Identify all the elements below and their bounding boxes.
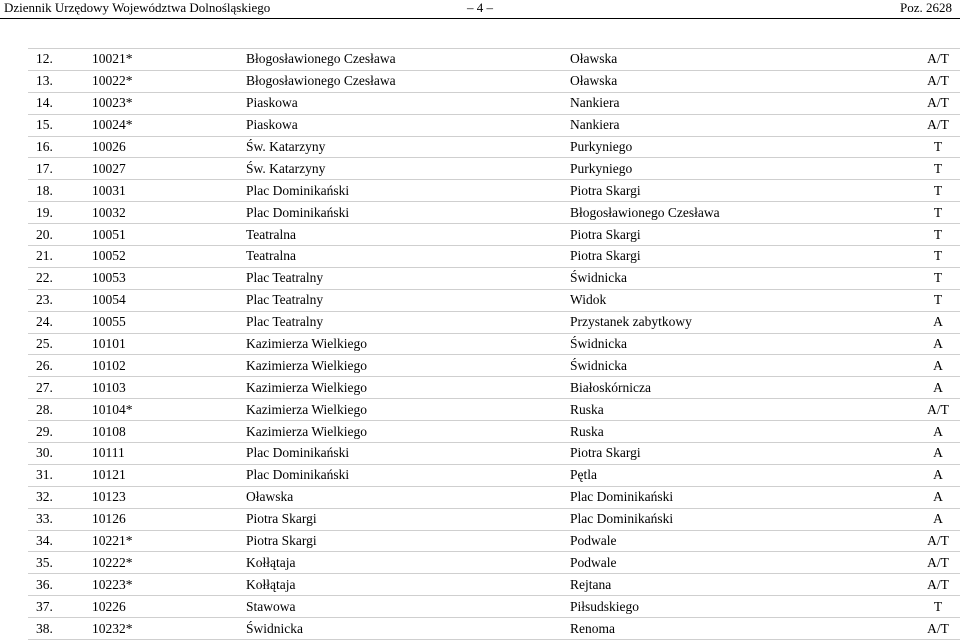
stop-type: A: [908, 377, 960, 399]
table-row: [28, 224, 960, 246]
street-name: Kazimierza Wielkiego: [246, 377, 570, 399]
table-row: [28, 618, 960, 640]
row-number: 26.: [28, 355, 92, 377]
direction: Podwale: [570, 530, 908, 552]
table-row: [28, 333, 960, 355]
stop-code: 10052: [92, 246, 246, 268]
table-row: [28, 596, 960, 618]
stop-type: A/T: [908, 574, 960, 596]
table-row: [28, 180, 960, 202]
direction: Białoskórnicza: [570, 377, 908, 399]
stop-type: T: [908, 224, 960, 246]
direction: Piotra Skargi: [570, 246, 908, 268]
stop-code: 10226: [92, 596, 246, 618]
street-name: Plac Dominikański: [246, 443, 570, 465]
row-number: 29.: [28, 421, 92, 443]
stop-code: 10123: [92, 486, 246, 508]
street-name: Plac Dominikański: [246, 180, 570, 202]
table-row: [28, 530, 960, 552]
row-number: 17.: [28, 158, 92, 180]
row-number: 13.: [28, 70, 92, 92]
stop-type: A/T: [908, 70, 960, 92]
table-row: [28, 70, 960, 92]
stop-code: 10054: [92, 289, 246, 311]
stop-code: 10223*: [92, 574, 246, 596]
stop-type: T: [908, 267, 960, 289]
table-row: [28, 486, 960, 508]
street-name: Teatralna: [246, 246, 570, 268]
stop-code: 10053: [92, 267, 246, 289]
stop-type: T: [908, 136, 960, 158]
table-row: [28, 574, 960, 596]
page-header: [0, 0, 960, 22]
table-row: [28, 246, 960, 268]
stop-code: 10032: [92, 202, 246, 224]
stop-code: 10055: [92, 311, 246, 333]
row-number: 36.: [28, 574, 92, 596]
street-name: Plac Dominikański: [246, 202, 570, 224]
direction: Świdnicka: [570, 355, 908, 377]
street-name: Kazimierza Wielkiego: [246, 355, 570, 377]
direction: Przystanek zabytkowy: [570, 311, 908, 333]
direction: Purkyniego: [570, 136, 908, 158]
stop-type: A: [908, 421, 960, 443]
street-name: Stawowa: [246, 596, 570, 618]
street-name: Teatralna: [246, 224, 570, 246]
row-number: 19.: [28, 202, 92, 224]
row-number: 18.: [28, 180, 92, 202]
position-number: Poz. 2628: [900, 0, 952, 15]
stop-type: A/T: [908, 114, 960, 136]
stop-code: 10021*: [92, 49, 246, 71]
direction: Rejtana: [570, 574, 908, 596]
street-name: Świdnicka: [246, 618, 570, 640]
stop-type: A/T: [908, 49, 960, 71]
stop-type: T: [908, 202, 960, 224]
street-name: Kołłątaja: [246, 574, 570, 596]
stop-type: A/T: [908, 399, 960, 421]
stop-code: 10126: [92, 508, 246, 530]
stop-type: A/T: [908, 552, 960, 574]
stop-code: 10022*: [92, 70, 246, 92]
direction: Plac Dominikański: [570, 486, 908, 508]
direction: Piotra Skargi: [570, 180, 908, 202]
stop-type: T: [908, 246, 960, 268]
row-number: 15.: [28, 114, 92, 136]
stop-code: 10102: [92, 355, 246, 377]
stop-type: A/T: [908, 92, 960, 114]
stop-code: 10024*: [92, 114, 246, 136]
direction: Oławska: [570, 49, 908, 71]
street-name: Kazimierza Wielkiego: [246, 333, 570, 355]
table-row: [28, 399, 960, 421]
stop-code: 10026: [92, 136, 246, 158]
row-number: 16.: [28, 136, 92, 158]
stop-type: T: [908, 158, 960, 180]
direction: Plac Dominikański: [570, 508, 908, 530]
street-name: Kazimierza Wielkiego: [246, 399, 570, 421]
stop-type: A: [908, 486, 960, 508]
direction: Ruska: [570, 421, 908, 443]
street-name: Kazimierza Wielkiego: [246, 421, 570, 443]
table-row: [28, 49, 960, 71]
stop-code: 10103: [92, 377, 246, 399]
stop-type: A: [908, 443, 960, 465]
stop-type: A: [908, 508, 960, 530]
row-number: 38.: [28, 618, 92, 640]
stop-type: A: [908, 355, 960, 377]
row-number: 21.: [28, 246, 92, 268]
direction: Piotra Skargi: [570, 224, 908, 246]
row-number: 20.: [28, 224, 92, 246]
table-row: [28, 289, 960, 311]
stops-table-body: [28, 49, 960, 640]
stop-code: 10031: [92, 180, 246, 202]
stop-code: 10023*: [92, 92, 246, 114]
street-name: Św. Katarzyny: [246, 158, 570, 180]
stop-type: A/T: [908, 530, 960, 552]
row-number: 23.: [28, 289, 92, 311]
table-row: [28, 114, 960, 136]
direction: Pętla: [570, 464, 908, 486]
row-number: 32.: [28, 486, 92, 508]
stop-code: 10222*: [92, 552, 246, 574]
street-name: Błogosławionego Czesława: [246, 49, 570, 71]
street-name: Oławska: [246, 486, 570, 508]
table-row: [28, 158, 960, 180]
table-row: [28, 136, 960, 158]
street-name: Plac Teatralny: [246, 267, 570, 289]
street-name: Plac Dominikański: [246, 464, 570, 486]
table-row: [28, 377, 960, 399]
direction: Ruska: [570, 399, 908, 421]
table-row: [28, 355, 960, 377]
street-name: Piaskowa: [246, 114, 570, 136]
stop-type: T: [908, 289, 960, 311]
direction: Podwale: [570, 552, 908, 574]
stop-type: A: [908, 311, 960, 333]
street-name: Piaskowa: [246, 92, 570, 114]
direction: Nankiera: [570, 92, 908, 114]
table-row: [28, 443, 960, 465]
stop-code: 10051: [92, 224, 246, 246]
street-name: Piotra Skargi: [246, 530, 570, 552]
stop-code: 10121: [92, 464, 246, 486]
table-row: [28, 311, 960, 333]
row-number: 25.: [28, 333, 92, 355]
direction: Purkyniego: [570, 158, 908, 180]
row-number: 28.: [28, 399, 92, 421]
table-row: [28, 421, 960, 443]
stop-code: 10232*: [92, 618, 246, 640]
row-number: 33.: [28, 508, 92, 530]
street-name: Piotra Skargi: [246, 508, 570, 530]
row-number: 27.: [28, 377, 92, 399]
table-row: [28, 508, 960, 530]
stop-code: 10108: [92, 421, 246, 443]
direction: Piotra Skargi: [570, 443, 908, 465]
stop-code: 10111: [92, 443, 246, 465]
table-row: [28, 92, 960, 114]
direction: Renoma: [570, 618, 908, 640]
row-number: 24.: [28, 311, 92, 333]
stop-type: T: [908, 180, 960, 202]
row-number: 14.: [28, 92, 92, 114]
row-number: 30.: [28, 443, 92, 465]
street-name: Plac Teatralny: [246, 311, 570, 333]
street-name: Błogosławionego Czesława: [246, 70, 570, 92]
journal-title: Dziennik Urzędowy Województwa Dolnośląskiego: [4, 0, 271, 15]
stop-code: 10221*: [92, 530, 246, 552]
stop-type: A/T: [908, 618, 960, 640]
stop-code: 10027: [92, 158, 246, 180]
street-name: Św. Katarzyny: [246, 136, 570, 158]
header-divider: [0, 18, 960, 19]
stop-type: A: [908, 333, 960, 355]
street-name: Kołłątaja: [246, 552, 570, 574]
table-row: [28, 267, 960, 289]
stop-type: A: [908, 464, 960, 486]
table-row: [28, 552, 960, 574]
direction: Nankiera: [570, 114, 908, 136]
stop-type: T: [908, 596, 960, 618]
row-number: 35.: [28, 552, 92, 574]
direction: Widok: [570, 289, 908, 311]
direction: Świdnicka: [570, 267, 908, 289]
row-number: 34.: [28, 530, 92, 552]
table-row: [28, 202, 960, 224]
direction: Piłsudskiego: [570, 596, 908, 618]
direction: Oławska: [570, 70, 908, 92]
direction: Błogosławionego Czesława: [570, 202, 908, 224]
row-number: 22.: [28, 267, 92, 289]
stop-code: 10104*: [92, 399, 246, 421]
row-number: 12.: [28, 49, 92, 71]
street-name: Plac Teatralny: [246, 289, 570, 311]
row-number: 37.: [28, 596, 92, 618]
row-number: 31.: [28, 464, 92, 486]
stops-table: [28, 48, 960, 640]
direction: Świdnicka: [570, 333, 908, 355]
table-row: [28, 464, 960, 486]
stop-code: 10101: [92, 333, 246, 355]
page-number: – 4 –: [467, 0, 493, 15]
